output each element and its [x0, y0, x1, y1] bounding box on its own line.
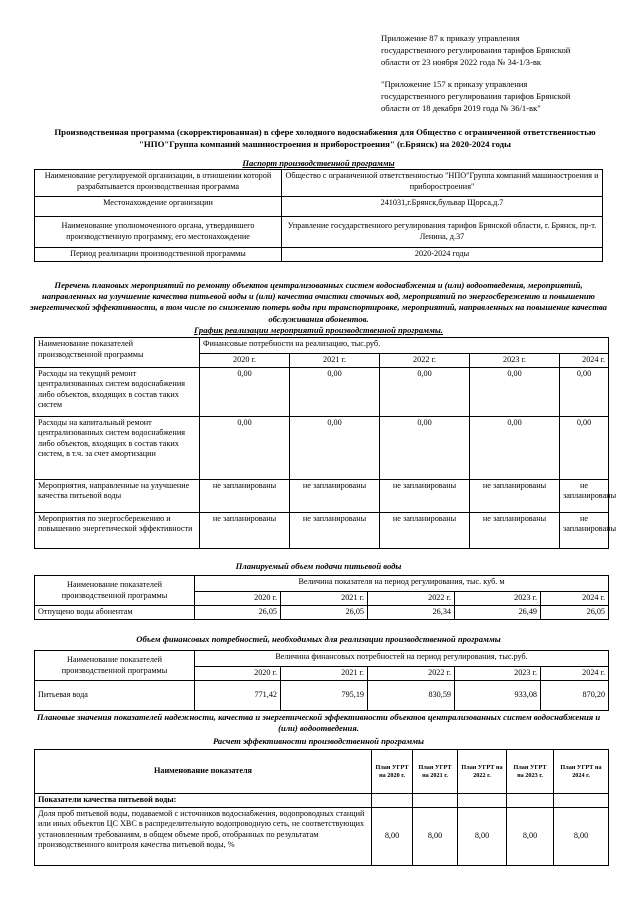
- table-row: [35, 338, 609, 354]
- table-row: [35, 651, 609, 667]
- year-header: 2020 г.: [195, 592, 281, 606]
- passport-label: Местонахождение организации: [35, 197, 282, 217]
- supply-table: [34, 575, 609, 620]
- measure-value: 0,00: [560, 416, 609, 479]
- supply-row-name: Отпущено воды абонентам: [35, 606, 195, 620]
- table-row: [35, 606, 609, 620]
- year-header: 2024 г.: [541, 667, 609, 681]
- supply-col-label: Наименование показателей производственной программы: [35, 576, 195, 606]
- passport-value: 2020-2024 годы: [282, 248, 603, 262]
- efficiency-value: 8,00: [554, 807, 609, 865]
- header-line: государственного регулирования тарифов Брянской: [381, 44, 571, 55]
- plan-header: План УГРТ на 2020 г.: [372, 750, 413, 794]
- year-header: 2023 г.: [455, 592, 541, 606]
- efficiency-row-name: Доля проб питьевой воды, подаваемой с источников водоснабжения, водопроводных станций или иных объектов ЦС ХВС в распределительную водопроводную сеть, не соответствующих установленным требованиям, в общем объеме проб, отобранных по результатам производственного контроля качества питьевой воды, %: [35, 807, 372, 865]
- measure-value: не запланированы: [560, 512, 609, 548]
- table-row: [35, 512, 609, 548]
- empty-cell: [372, 794, 413, 808]
- empty-cell: [554, 794, 609, 808]
- measures-fin-label: Финансовые потребности на реализацию, тыс.руб.: [200, 338, 609, 354]
- table-row: [35, 367, 609, 416]
- measure-name: Мероприятия, направленные на улучшение качества питьевой воды: [35, 479, 200, 512]
- supply-value: 26,49: [455, 606, 541, 620]
- measures-intro: Перечень плановых мероприятий по ремонту объектов централизованных систем водоснабжения и (или) водоотведения, мероприятий, направленных на улучшение качества питьевой воды и (или) качества очистки сточных вод, мероприятий по энергосбережению и повышению энергетической эффективности, в том числе по снижению потерь воды при транспортировке, мероприятий, направленных на повышение качества обслуживания абонентов.: [30, 280, 607, 324]
- plan-header: План УГРТ на 2022 г.: [458, 750, 507, 794]
- year-header: 2022 г.: [368, 592, 455, 606]
- measure-value: 0,00: [380, 416, 470, 479]
- supply-value-label: Величина показателя на период регулирования, тыс. куб. м: [195, 576, 609, 592]
- efficiency-value: 8,00: [372, 807, 413, 865]
- year-header: 2023 г.: [470, 354, 560, 368]
- table-row: [35, 416, 609, 479]
- year-header: 2020 г.: [195, 667, 281, 681]
- measure-value: не запланированы: [470, 479, 560, 512]
- passport-heading: Паспорт производственной программы: [242, 158, 395, 168]
- measure-value: 0,00: [470, 367, 560, 416]
- measure-value: 0,00: [290, 416, 380, 479]
- measure-value: не запланированы: [560, 479, 609, 512]
- header-line: области от 23 ноября 2022 года № 34-1/3-вк: [381, 56, 542, 67]
- table-row: [35, 576, 609, 592]
- measure-value: не запланированы: [470, 512, 560, 548]
- measures-heading: График реализации мероприятий производственной программы.: [193, 325, 444, 335]
- plan-header: План УГРТ на 2023 г.: [507, 750, 554, 794]
- efficiency-intro: Плановые значения показателей надежности, качества и энергетической эффективности объектов централизованных систем водоснабжения и (или) водоотведения.: [36, 712, 601, 733]
- efficiency-table: [34, 749, 609, 866]
- passport-value: Управление государственного регулирования тарифов Брянской области, г. Брянск, пр-т. Ленина, д.37: [282, 217, 603, 248]
- passport-table: [34, 169, 603, 262]
- year-header: 2021 г.: [281, 667, 368, 681]
- table-row: [35, 794, 609, 808]
- measure-value: не запланированы: [290, 512, 380, 548]
- efficiency-section: Показатели качества питьевой воды:: [35, 794, 372, 808]
- passport-label: Наименование уполномоченного органа, утвердившего производственную программу, его местонахождение: [35, 217, 282, 248]
- efficiency-value: 8,00: [458, 807, 507, 865]
- finance-value: 830,59: [368, 681, 455, 711]
- table-row: [35, 479, 609, 512]
- plan-header: План УГРТ на 2024 г.: [554, 750, 609, 794]
- measure-value: 0,00: [380, 367, 470, 416]
- supply-value: 26,34: [368, 606, 455, 620]
- header-appendix-87: [381, 33, 631, 68]
- measure-value: 0,00: [200, 416, 290, 479]
- supply-value: 26,05: [541, 606, 609, 620]
- year-header: 2024 г.: [541, 592, 609, 606]
- table-row: [35, 248, 603, 262]
- measure-value: не запланированы: [380, 512, 470, 548]
- table-row: [35, 807, 609, 865]
- efficiency-col-label: Наименование показателя: [35, 750, 372, 794]
- finance-row-name: Питьевая вода: [35, 681, 195, 711]
- year-header: 2023 г.: [455, 667, 541, 681]
- measure-name: Расходы на текущий ремонт централизованных систем водоснабжения либо объектов, входящих в состав таких систем: [35, 367, 200, 416]
- passport-label: Период реализации производственной программы: [35, 248, 282, 262]
- measure-value: не запланированы: [200, 479, 290, 512]
- empty-cell: [507, 794, 554, 808]
- year-header: 2020 г.: [200, 354, 290, 368]
- measure-value: 0,00: [290, 367, 380, 416]
- measure-value: не запланированы: [200, 512, 290, 548]
- efficiency-value: 8,00: [413, 807, 458, 865]
- year-header: 2024 г.: [560, 354, 609, 368]
- passport-value: Общество с ограниченной ответственностью "НПО"Группа компаний машиностроения и приборостроения": [282, 170, 603, 197]
- finance-value: 771,42: [195, 681, 281, 711]
- header-line: Приложение 87 к приказу управления: [381, 33, 520, 43]
- finance-value: 795,19: [281, 681, 368, 711]
- finance-value: 933,08: [455, 681, 541, 711]
- measure-value: не запланированы: [380, 479, 470, 512]
- document-title: Производственная программа (скорректированная) в сфере холодного водоснабжения для Общество с ограниченной ответственностью "НПО"Группа компаний машиностроения и приборостроения" (г.Брянск) на 2020-2024 годы: [54, 127, 596, 149]
- measure-value: 0,00: [560, 367, 609, 416]
- finance-value: 870,20: [541, 681, 609, 711]
- table-row: [35, 750, 609, 794]
- year-header: 2022 г.: [380, 354, 470, 368]
- measure-value: 0,00: [470, 416, 560, 479]
- table-row: [35, 170, 603, 197]
- efficiency-value: 8,00: [507, 807, 554, 865]
- header-line: области от 18 декабря 2019 года № 36/1-вк": [381, 102, 541, 113]
- measure-value: 0,00: [200, 367, 290, 416]
- empty-cell: [458, 794, 507, 808]
- year-header: 2021 г.: [281, 592, 368, 606]
- supply-heading: Планируемый объем подачи питьевой воды: [235, 561, 402, 571]
- supply-value: 26,05: [195, 606, 281, 620]
- plan-header: План УГРТ на 2021 г.: [413, 750, 458, 794]
- passport-value: 241031,г.Брянск,бульвар Щорса,д.7: [282, 197, 603, 217]
- measures-col-label: Наименование показателей производственной программы: [35, 338, 200, 368]
- finance-heading: Объем финансовых потребностей, необходимых для реализации производственной программы: [136, 634, 501, 644]
- measures-table: [34, 337, 617, 549]
- efficiency-heading: Расчет эффективности производственной программы: [213, 736, 424, 746]
- empty-cell: [413, 794, 458, 808]
- finance-col-label: Наименование показателей производственной программы: [35, 651, 195, 681]
- year-header: 2022 г.: [368, 667, 455, 681]
- finance-value-label: Величина финансовых потребностей на период регулирования, тыс.руб.: [195, 651, 609, 667]
- measure-name: Расходы на капитальный ремонт централизованных систем водоснабжения либо объектов, входящих в состав таких систем, в т.ч. за счет амортизации: [35, 416, 200, 479]
- year-header: 2021 г.: [290, 354, 380, 368]
- table-row: [35, 217, 603, 248]
- header-line: государственного регулирования тарифов Брянской: [381, 90, 571, 101]
- measure-value: не запланированы: [290, 479, 380, 512]
- supply-value: 26,05: [281, 606, 368, 620]
- measure-name: Мероприятия по энергосбережению и повышению энергетической эффективности: [35, 512, 200, 548]
- finance-table: [34, 650, 609, 711]
- header-appendix-157: [381, 79, 631, 114]
- passport-label: Наименование регулируемой организации, в отношении которой разрабатывается производственная программа: [35, 170, 282, 197]
- header-line: "Приложение 157 к приказу управления: [381, 79, 528, 89]
- table-row: [35, 681, 609, 711]
- table-row: [35, 197, 603, 217]
